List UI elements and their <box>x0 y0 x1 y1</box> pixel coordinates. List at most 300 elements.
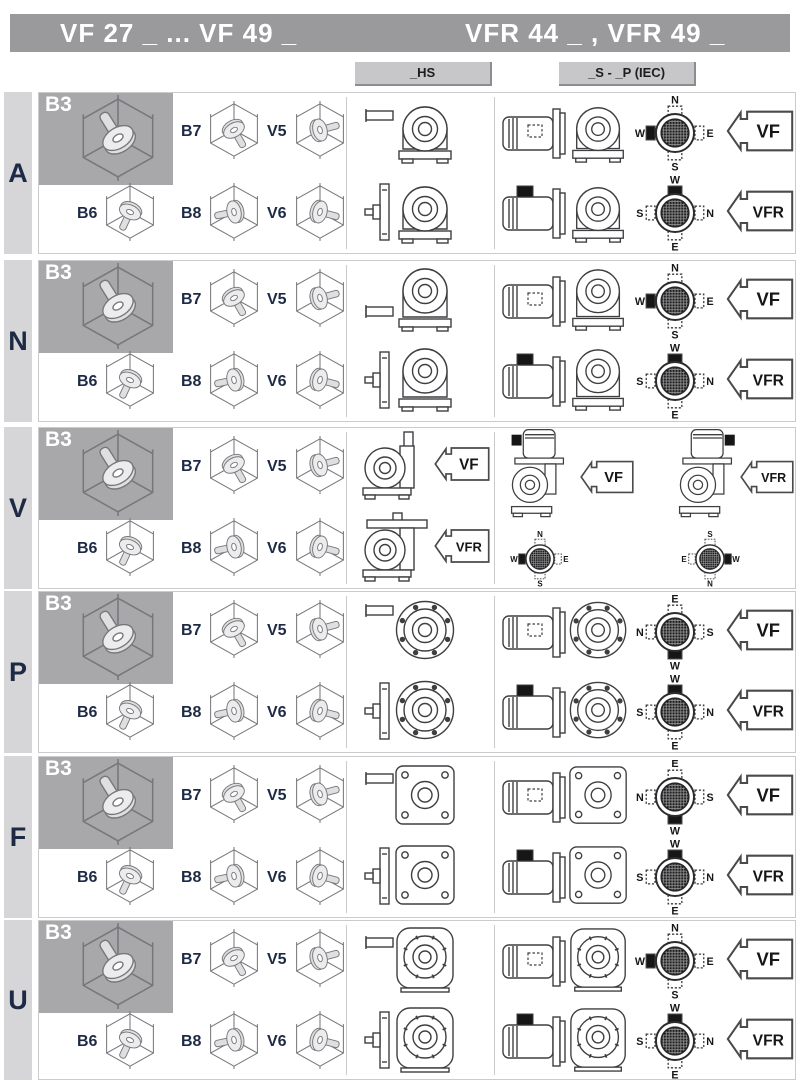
position-label: B7 <box>181 458 202 475</box>
mounting-cube-b7-icon <box>205 600 263 658</box>
motor-gearbox-icon <box>501 343 631 419</box>
sp-arrow-holder <box>739 456 795 503</box>
gearbox-flange-icon <box>363 841 459 911</box>
cube-holder <box>291 765 349 828</box>
column-divider <box>494 97 495 249</box>
hs-arrow-holder <box>433 444 491 489</box>
position-label: B7 <box>181 622 202 639</box>
position-label: V5 <box>267 622 287 639</box>
compass-letter: W <box>510 554 518 564</box>
mounting-cube-v5-icon <box>291 600 349 658</box>
column-header-sp: _S - _P (IEC) <box>559 62 696 86</box>
compass-letter: N <box>706 871 714 884</box>
sp-unit-holder <box>501 343 631 424</box>
vfr-arrow-label <box>723 687 797 733</box>
mounting-cube-b6-icon <box>101 1011 159 1069</box>
svg-text:VF: VF <box>756 948 781 970</box>
sp-arrow-holder <box>579 456 635 503</box>
mounting-cube-b3-icon <box>75 759 161 845</box>
sp-compass-holder <box>633 593 717 676</box>
hs-drawing-holder <box>363 97 459 172</box>
row-content <box>38 260 796 422</box>
hs-drawing-holder <box>363 841 459 916</box>
b3-featured-cell <box>39 921 173 1013</box>
sp-compass-holder <box>633 922 717 1005</box>
compass-letter: W <box>634 127 645 140</box>
column-header-hs: _HS <box>355 62 492 86</box>
mounting-cube-b8-icon <box>205 351 263 409</box>
gearbox-shaft-icon <box>363 97 459 167</box>
mounting-cube-b7-icon <box>205 101 263 159</box>
hs-drawing-holder <box>357 430 437 507</box>
position-label: V6 <box>267 373 287 390</box>
sp-unit-holder <box>501 1003 631 1084</box>
compass-letter: E <box>671 593 679 606</box>
compass-letter: E <box>706 127 714 140</box>
mounting-cube-v6-icon <box>291 183 349 241</box>
mounting-cube-b8-icon <box>205 1011 263 1069</box>
cube-holder <box>205 183 263 246</box>
b3-featured-cell <box>39 93 173 185</box>
sp-unit-holder <box>501 95 631 176</box>
compass-letter: S <box>706 626 714 639</box>
svg-text:VF: VF <box>756 619 781 641</box>
mounting-cube-b8-icon <box>205 682 263 740</box>
svg-text:VFR: VFR <box>752 703 784 721</box>
sp-compass-holder <box>633 262 717 345</box>
cube-holder <box>205 1011 263 1074</box>
sp-arrow-holder <box>723 852 797 903</box>
mounting-cube-b3-icon <box>75 923 161 1009</box>
cube-holder <box>205 269 263 332</box>
sp-arrow-holder <box>723 276 797 327</box>
orientation-compass-icon <box>633 673 717 751</box>
motor-gearbox-icon <box>501 95 631 171</box>
position-label: B6 <box>77 540 98 557</box>
cube-holder <box>291 269 349 332</box>
cube-holder <box>291 183 349 246</box>
row-content <box>38 591 796 753</box>
compass-letter: S <box>671 161 679 172</box>
compass-letter: E <box>681 554 687 564</box>
mounting-row-F <box>4 756 796 918</box>
gearbox-flange-icon <box>363 345 459 415</box>
svg-text:VFR: VFR <box>752 204 784 222</box>
motor-gearbox-icon <box>501 674 631 750</box>
svg-text:VFR: VFR <box>752 868 784 886</box>
vfr-arrow-label <box>739 456 795 498</box>
mounting-row-A <box>4 92 796 254</box>
vfr-arrow-label <box>723 188 797 234</box>
mounting-cube-b7-icon <box>205 765 263 823</box>
compass-letter: E <box>706 955 714 968</box>
compass-letter: E <box>671 241 679 252</box>
mounting-cube-b3-icon <box>75 95 161 181</box>
column-divider <box>494 761 495 913</box>
sp-arrow-holder <box>723 936 797 987</box>
hs-drawing-holder <box>357 512 437 589</box>
svg-text:VF: VF <box>756 288 781 310</box>
mounting-cube-v6-icon <box>291 682 349 740</box>
mounting-cube-b6-icon <box>101 183 159 241</box>
gearbox-flange-icon <box>363 177 459 247</box>
position-label-b3: B3 <box>45 428 72 451</box>
compass-letter: S <box>636 706 644 719</box>
position-label: V6 <box>267 869 287 886</box>
column-divider <box>346 925 347 1075</box>
svg-text:VF: VF <box>756 120 781 142</box>
cube-holder <box>205 101 263 164</box>
row-content <box>38 427 796 589</box>
position-label: B6 <box>77 869 98 886</box>
position-label: V5 <box>267 787 287 804</box>
svg-text:VFR: VFR <box>455 539 482 555</box>
compass-letter: S <box>636 1035 644 1048</box>
sp-arrow-holder <box>723 108 797 159</box>
orientation-compass-icon <box>679 530 741 588</box>
cube-holder <box>101 682 159 745</box>
gearbox-shaft-icon <box>363 265 459 335</box>
row-letter: N <box>4 260 32 422</box>
column-divider <box>494 432 495 584</box>
vfr-arrow-label <box>433 526 491 566</box>
hs-drawing-holder <box>363 676 459 751</box>
compass-letter: W <box>732 554 740 564</box>
cube-holder <box>291 600 349 663</box>
hs-drawing-holder <box>363 345 459 420</box>
position-label: V6 <box>267 1033 287 1050</box>
sp-arrow-holder <box>723 687 797 738</box>
compass-letter: N <box>671 922 679 935</box>
position-label: B7 <box>181 123 202 140</box>
hs-drawing-holder <box>363 596 459 671</box>
position-label: B8 <box>181 373 202 390</box>
svg-text:VF: VF <box>459 456 479 474</box>
compass-letter: N <box>706 1035 714 1048</box>
gearbox-flange-icon <box>363 1005 459 1075</box>
header-bar <box>10 14 790 52</box>
position-label: B6 <box>77 704 98 721</box>
column-divider <box>494 925 495 1075</box>
cube-holder <box>205 765 263 828</box>
mounting-cube-v6-icon <box>291 518 349 576</box>
position-label: B6 <box>77 205 98 222</box>
position-label: B8 <box>181 869 202 886</box>
compass-letter: W <box>634 295 645 308</box>
gearbox-shaft-icon <box>363 596 459 666</box>
b3-cube-holder <box>75 95 163 183</box>
sp-arrow-holder <box>723 188 797 239</box>
compass-letter: S <box>537 579 543 588</box>
compass-letter: N <box>671 94 679 107</box>
row-content <box>38 756 796 918</box>
b3-cube-holder <box>75 263 163 351</box>
column-divider <box>346 432 347 584</box>
sp-unit-holder <box>501 594 631 675</box>
orientation-compass-icon <box>633 174 717 252</box>
sp-compass-holder <box>679 530 741 593</box>
cube-holder <box>101 847 159 910</box>
svg-text:VFR: VFR <box>752 1032 784 1050</box>
compass-letter: E <box>671 740 679 751</box>
position-label: V5 <box>267 951 287 968</box>
compass-letter: N <box>707 579 713 588</box>
b3-cube-holder <box>75 430 163 518</box>
mounting-cube-v6-icon <box>291 351 349 409</box>
orientation-compass-icon <box>633 593 717 671</box>
cube-holder <box>291 847 349 910</box>
orientation-compass-icon <box>633 838 717 916</box>
position-label: B6 <box>77 373 98 390</box>
position-label-b3: B3 <box>45 921 72 944</box>
mounting-cube-v6-icon <box>291 1011 349 1069</box>
header-title-left: VF 27 _ ... VF 49 _ <box>60 18 298 48</box>
mounting-cube-b6-icon <box>101 682 159 740</box>
cube-holder <box>205 518 263 581</box>
motor-gearbox-icon <box>501 923 631 999</box>
b3-featured-cell <box>39 757 173 849</box>
gearbox-flange-icon <box>363 676 459 746</box>
position-label: B7 <box>181 291 202 308</box>
mounting-cube-v5-icon <box>291 436 349 494</box>
orientation-compass-icon <box>509 530 571 588</box>
mounting-cube-b3-icon <box>75 263 161 349</box>
sp-compass-holder <box>633 673 717 756</box>
hs-drawing-holder <box>363 1005 459 1080</box>
mounting-cube-b8-icon <box>205 518 263 576</box>
mounting-row-U <box>4 920 796 1080</box>
cube-holder <box>205 351 263 414</box>
gearbox-shaft-up-icon <box>357 430 437 502</box>
motor-gearbox-icon <box>501 759 631 835</box>
mounting-cube-b6-icon <box>101 351 159 409</box>
compass-letter: S <box>706 791 714 804</box>
column-divider <box>494 596 495 748</box>
mounting-cube-b7-icon <box>205 929 263 987</box>
compass-letter: E <box>671 905 679 916</box>
position-label: V6 <box>267 205 287 222</box>
hs-drawing-holder <box>363 265 459 340</box>
compass-letter: E <box>671 409 679 420</box>
row-letter: A <box>4 92 32 254</box>
vf-arrow-label <box>723 607 797 653</box>
orientation-compass-icon <box>633 94 717 172</box>
compass-letter: W <box>669 1002 681 1015</box>
sp-unit-holder <box>503 428 577 535</box>
mounting-cube-b8-icon <box>205 847 263 905</box>
compass-letter: S <box>636 375 644 388</box>
position-label: B7 <box>181 787 202 804</box>
compass-letter: N <box>706 375 714 388</box>
sp-arrow-holder <box>723 772 797 823</box>
b3-featured-cell <box>39 261 173 353</box>
position-label: B7 <box>181 951 202 968</box>
header-title-right: VFR 44 _ , VFR 49 _ <box>465 18 726 48</box>
mounting-cube-b7-icon <box>205 269 263 327</box>
sp-unit-holder <box>501 839 631 920</box>
vf-arrow-label <box>579 456 635 498</box>
mounting-row-V <box>4 427 796 589</box>
svg-text:VF: VF <box>604 470 624 487</box>
position-label: B8 <box>181 205 202 222</box>
position-label-b3: B3 <box>45 592 72 615</box>
sp-compass-holder <box>633 1002 717 1085</box>
b3-featured-cell <box>39 592 173 684</box>
compass-letter: S <box>671 329 679 340</box>
gearbox-shaft-icon <box>363 761 459 831</box>
compass-letter: N <box>706 207 714 220</box>
orientation-compass-icon <box>633 922 717 1000</box>
svg-text:VFR: VFR <box>752 372 784 390</box>
orientation-compass-icon <box>633 758 717 836</box>
compass-letter: S <box>636 207 644 220</box>
compass-letter: N <box>636 791 644 804</box>
sp-unit-holder <box>501 759 631 840</box>
column-divider <box>346 97 347 249</box>
sp-unit-holder <box>671 428 745 535</box>
row-letter: V <box>4 427 32 589</box>
position-label: V6 <box>267 540 287 557</box>
mounting-cube-b6-icon <box>101 518 159 576</box>
column-divider <box>494 265 495 417</box>
sp-arrow-holder <box>723 356 797 407</box>
compass-letter: N <box>706 706 714 719</box>
row-content <box>38 92 796 254</box>
b3-cube-holder <box>75 923 163 1011</box>
hs-drawing-holder <box>363 761 459 836</box>
vfr-arrow-label <box>723 356 797 402</box>
row-letter: P <box>4 591 32 753</box>
motor-gearbox-icon <box>501 594 631 670</box>
orientation-compass-icon <box>633 262 717 340</box>
cube-holder <box>101 518 159 581</box>
mounting-cube-b7-icon <box>205 436 263 494</box>
position-label: B6 <box>77 1033 98 1050</box>
sp-unit-holder <box>501 175 631 256</box>
vf-arrow-label <box>723 108 797 154</box>
compass-letter: E <box>706 295 714 308</box>
vfr-arrow-label <box>723 852 797 898</box>
cube-holder <box>205 847 263 910</box>
cube-holder <box>101 183 159 246</box>
sp-arrow-holder <box>723 607 797 658</box>
mounting-cube-b6-icon <box>101 847 159 905</box>
position-label: B8 <box>181 1033 202 1050</box>
compass-letter: S <box>636 871 644 884</box>
cube-holder <box>291 682 349 745</box>
cube-holder <box>291 436 349 499</box>
hs-arrow-holder <box>433 526 491 571</box>
cube-holder <box>205 436 263 499</box>
sp-compass-holder <box>509 530 571 593</box>
compass-letter: E <box>563 554 569 564</box>
motor-gearbox-icon <box>501 1003 631 1079</box>
cube-holder <box>101 351 159 414</box>
mounting-cube-b3-icon <box>75 430 161 516</box>
sp-compass-holder <box>633 94 717 177</box>
row-content <box>38 920 796 1080</box>
vf-arrow-label <box>723 772 797 818</box>
cube-holder <box>205 929 263 992</box>
compass-letter: E <box>671 1069 679 1080</box>
position-label: V6 <box>267 704 287 721</box>
column-divider <box>346 761 347 913</box>
b3-featured-cell <box>39 428 173 520</box>
sp-compass-holder <box>633 758 717 841</box>
orientation-compass-icon <box>633 1002 717 1080</box>
compass-letter: W <box>669 174 681 187</box>
compass-letter: W <box>669 342 681 355</box>
compass-letter: W <box>634 955 645 968</box>
column-divider <box>346 596 347 748</box>
compass-letter: S <box>671 989 679 1000</box>
mounting-row-P <box>4 591 796 753</box>
sp-compass-holder <box>633 174 717 257</box>
vfr-arrow-label <box>723 1016 797 1062</box>
cube-holder <box>291 101 349 164</box>
sp-unit-holder <box>501 923 631 1004</box>
position-label-b3: B3 <box>45 93 72 116</box>
hs-drawing-holder <box>363 925 459 1000</box>
position-label: V5 <box>267 291 287 308</box>
gearbox-flange-top-icon <box>357 512 437 584</box>
compass-letter: N <box>671 262 679 275</box>
row-letter: U <box>4 920 32 1080</box>
cube-holder <box>291 1011 349 1074</box>
motor-gearbox-vertical-icon <box>671 428 745 530</box>
mounting-cube-v5-icon <box>291 101 349 159</box>
position-label: B8 <box>181 704 202 721</box>
position-label: V5 <box>267 123 287 140</box>
compass-letter: W <box>669 825 681 836</box>
position-label-b3: B3 <box>45 757 72 780</box>
cube-holder <box>291 351 349 414</box>
motor-gearbox-icon <box>501 263 631 339</box>
gearbox-shaft-icon <box>363 925 459 995</box>
vf-arrow-label <box>433 444 491 484</box>
cube-holder <box>205 682 263 745</box>
mounting-cube-b8-icon <box>205 183 263 241</box>
sp-unit-holder <box>501 263 631 344</box>
cube-holder <box>101 1011 159 1074</box>
mounting-cube-v5-icon <box>291 929 349 987</box>
compass-letter: W <box>669 660 681 671</box>
mounting-cube-v5-icon <box>291 269 349 327</box>
cube-holder <box>291 518 349 581</box>
compass-letter: W <box>669 838 681 851</box>
position-label: V5 <box>267 458 287 475</box>
cube-holder <box>291 929 349 992</box>
motor-gearbox-vertical-icon <box>503 428 577 530</box>
mounting-row-N <box>4 260 796 422</box>
b3-cube-holder <box>75 759 163 847</box>
compass-letter: N <box>636 626 644 639</box>
svg-text:VF: VF <box>756 784 781 806</box>
motor-gearbox-icon <box>501 175 631 251</box>
vf-arrow-label <box>723 936 797 982</box>
compass-letter: N <box>537 530 543 540</box>
row-letter: F <box>4 756 32 918</box>
sp-compass-holder <box>633 342 717 425</box>
sp-arrow-holder <box>723 1016 797 1067</box>
svg-text:VFR: VFR <box>761 471 787 486</box>
mounting-cube-b3-icon <box>75 594 161 680</box>
orientation-compass-icon <box>633 342 717 420</box>
motor-gearbox-icon <box>501 839 631 915</box>
compass-letter: E <box>671 758 679 771</box>
mounting-cube-v6-icon <box>291 847 349 905</box>
compass-letter: W <box>669 673 681 686</box>
